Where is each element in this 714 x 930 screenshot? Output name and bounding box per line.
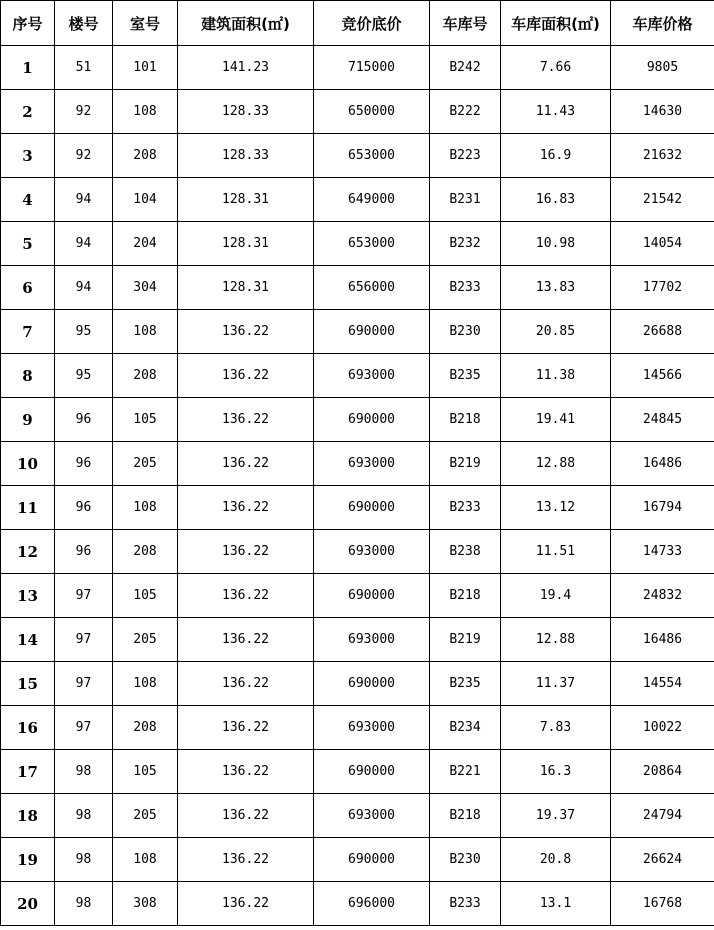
cell-seq: 19 (1, 838, 55, 882)
cell-floor-area: 128.31 (178, 222, 314, 266)
header-reserve-price: 竞价底价 (314, 1, 430, 46)
cell-room: 108 (113, 838, 178, 882)
cell-seq: 4 (1, 178, 55, 222)
cell-garage-no: B233 (430, 266, 501, 310)
cell-garage-no: B219 (430, 442, 501, 486)
cell-building: 96 (55, 486, 113, 530)
cell-building: 97 (55, 618, 113, 662)
cell-seq: 5 (1, 222, 55, 266)
cell-garage-area: 13.12 (501, 486, 611, 530)
cell-room: 108 (113, 662, 178, 706)
header-row (1, 1, 714, 46)
cell-garage-price: 16768 (611, 882, 714, 926)
cell-room: 208 (113, 354, 178, 398)
header-floor-area: 建筑面积(㎡) (178, 1, 314, 46)
cell-room: 105 (113, 398, 178, 442)
cell-garage-area: 19.41 (501, 398, 611, 442)
cell-garage-no: B218 (430, 574, 501, 618)
cell-building: 97 (55, 574, 113, 618)
cell-garage-area: 16.3 (501, 750, 611, 794)
cell-garage-no: B231 (430, 178, 501, 222)
cell-garage-price: 21632 (611, 134, 714, 178)
cell-garage-area: 19.37 (501, 794, 611, 838)
cell-floor-area: 136.22 (178, 398, 314, 442)
cell-seq: 6 (1, 266, 55, 310)
cell-room: 204 (113, 222, 178, 266)
cell-garage-no: B235 (430, 662, 501, 706)
cell-seq: 16 (1, 706, 55, 750)
cell-building: 92 (55, 134, 113, 178)
cell-garage-area: 11.37 (501, 662, 611, 706)
cell-building: 98 (55, 882, 113, 926)
cell-building: 98 (55, 750, 113, 794)
table-row (1, 618, 714, 662)
cell-garage-no: B221 (430, 750, 501, 794)
cell-garage-no: B223 (430, 134, 501, 178)
cell-room: 101 (113, 46, 178, 90)
table-row (1, 442, 714, 486)
cell-garage-no: B230 (430, 838, 501, 882)
cell-garage-price: 24845 (611, 398, 714, 442)
cell-floor-area: 128.31 (178, 266, 314, 310)
cell-garage-price: 24832 (611, 574, 714, 618)
cell-garage-area: 11.51 (501, 530, 611, 574)
table-row (1, 574, 714, 618)
header-room: 室号 (113, 1, 178, 46)
cell-garage-price: 16794 (611, 486, 714, 530)
table-row (1, 530, 714, 574)
cell-garage-area: 20.8 (501, 838, 611, 882)
cell-garage-no: B232 (430, 222, 501, 266)
cell-garage-price: 14554 (611, 662, 714, 706)
cell-reserve-price: 693000 (314, 618, 430, 662)
cell-reserve-price: 650000 (314, 90, 430, 134)
cell-seq: 1 (1, 46, 55, 90)
cell-floor-area: 136.22 (178, 354, 314, 398)
cell-seq: 11 (1, 486, 55, 530)
cell-floor-area: 136.22 (178, 618, 314, 662)
cell-reserve-price: 690000 (314, 310, 430, 354)
cell-garage-price: 14566 (611, 354, 714, 398)
table-row (1, 794, 714, 838)
cell-garage-area: 13.83 (501, 266, 611, 310)
cell-garage-price: 10022 (611, 706, 714, 750)
cell-building: 98 (55, 838, 113, 882)
cell-seq: 18 (1, 794, 55, 838)
cell-seq: 12 (1, 530, 55, 574)
cell-seq: 9 (1, 398, 55, 442)
cell-room: 105 (113, 750, 178, 794)
cell-garage-area: 12.88 (501, 618, 611, 662)
cell-seq: 13 (1, 574, 55, 618)
cell-reserve-price: 690000 (314, 486, 430, 530)
cell-reserve-price: 693000 (314, 354, 430, 398)
cell-garage-price: 20864 (611, 750, 714, 794)
cell-seq: 8 (1, 354, 55, 398)
cell-room: 104 (113, 178, 178, 222)
cell-room: 208 (113, 134, 178, 178)
cell-floor-area: 136.22 (178, 662, 314, 706)
cell-garage-no: B230 (430, 310, 501, 354)
cell-garage-area: 7.83 (501, 706, 611, 750)
cell-reserve-price: 693000 (314, 794, 430, 838)
cell-floor-area: 128.33 (178, 134, 314, 178)
cell-building: 95 (55, 310, 113, 354)
cell-reserve-price: 693000 (314, 706, 430, 750)
cell-reserve-price: 690000 (314, 662, 430, 706)
cell-floor-area: 136.22 (178, 530, 314, 574)
table-row (1, 706, 714, 750)
cell-room: 108 (113, 310, 178, 354)
cell-reserve-price: 693000 (314, 442, 430, 486)
cell-garage-area: 13.1 (501, 882, 611, 926)
table-row (1, 90, 714, 134)
cell-floor-area: 136.22 (178, 442, 314, 486)
table-row (1, 838, 714, 882)
cell-garage-no: B233 (430, 486, 501, 530)
table-header (1, 1, 714, 46)
table-row (1, 882, 714, 926)
cell-garage-no: B234 (430, 706, 501, 750)
cell-floor-area: 136.22 (178, 750, 314, 794)
cell-room: 205 (113, 794, 178, 838)
cell-garage-no: B219 (430, 618, 501, 662)
cell-building: 92 (55, 90, 113, 134)
table-row (1, 222, 714, 266)
cell-garage-no: B238 (430, 530, 501, 574)
cell-garage-area: 19.4 (501, 574, 611, 618)
cell-garage-price: 17702 (611, 266, 714, 310)
cell-seq: 20 (1, 882, 55, 926)
cell-building: 97 (55, 662, 113, 706)
cell-reserve-price: 653000 (314, 222, 430, 266)
cell-floor-area: 136.22 (178, 486, 314, 530)
cell-garage-area: 12.88 (501, 442, 611, 486)
cell-reserve-price: 649000 (314, 178, 430, 222)
cell-reserve-price: 690000 (314, 838, 430, 882)
cell-room: 105 (113, 574, 178, 618)
header-garage-area: 车库面积(㎡) (501, 1, 611, 46)
cell-room: 205 (113, 442, 178, 486)
cell-floor-area: 128.33 (178, 90, 314, 134)
cell-garage-price: 14733 (611, 530, 714, 574)
cell-seq: 17 (1, 750, 55, 794)
cell-building: 98 (55, 794, 113, 838)
cell-garage-area: 11.38 (501, 354, 611, 398)
table-row (1, 46, 714, 90)
cell-room: 108 (113, 90, 178, 134)
cell-garage-price: 14054 (611, 222, 714, 266)
cell-floor-area: 136.22 (178, 310, 314, 354)
cell-garage-price: 9805 (611, 46, 714, 90)
cell-garage-area: 16.83 (501, 178, 611, 222)
cell-reserve-price: 653000 (314, 134, 430, 178)
cell-building: 96 (55, 442, 113, 486)
cell-room: 304 (113, 266, 178, 310)
cell-garage-area: 10.98 (501, 222, 611, 266)
cell-garage-price: 14630 (611, 90, 714, 134)
table-row (1, 266, 714, 310)
cell-garage-area: 20.85 (501, 310, 611, 354)
cell-floor-area: 136.22 (178, 574, 314, 618)
cell-seq: 3 (1, 134, 55, 178)
cell-seq: 7 (1, 310, 55, 354)
cell-floor-area: 136.22 (178, 838, 314, 882)
cell-garage-no: B218 (430, 398, 501, 442)
cell-floor-area: 136.22 (178, 882, 314, 926)
cell-floor-area: 128.31 (178, 178, 314, 222)
cell-reserve-price: 693000 (314, 530, 430, 574)
cell-garage-area: 11.43 (501, 90, 611, 134)
cell-room: 205 (113, 618, 178, 662)
table-row (1, 354, 714, 398)
cell-building: 96 (55, 398, 113, 442)
cell-reserve-price: 715000 (314, 46, 430, 90)
cell-seq: 2 (1, 90, 55, 134)
cell-garage-price: 26624 (611, 838, 714, 882)
header-seq: 序号 (1, 1, 55, 46)
cell-reserve-price: 696000 (314, 882, 430, 926)
cell-garage-no: B222 (430, 90, 501, 134)
cell-building: 94 (55, 266, 113, 310)
cell-floor-area: 141.23 (178, 46, 314, 90)
cell-seq: 14 (1, 618, 55, 662)
cell-garage-price: 16486 (611, 442, 714, 486)
cell-building: 95 (55, 354, 113, 398)
cell-garage-area: 16.9 (501, 134, 611, 178)
table-row (1, 486, 714, 530)
cell-seq: 10 (1, 442, 55, 486)
cell-garage-no: B242 (430, 46, 501, 90)
cell-building: 96 (55, 530, 113, 574)
cell-building: 94 (55, 178, 113, 222)
cell-garage-no: B235 (430, 354, 501, 398)
cell-building: 51 (55, 46, 113, 90)
header-garage-no: 车库号 (430, 1, 501, 46)
cell-room: 308 (113, 882, 178, 926)
table-body (1, 46, 714, 926)
cell-reserve-price: 690000 (314, 574, 430, 618)
cell-garage-price: 16486 (611, 618, 714, 662)
table-row (1, 134, 714, 178)
cell-reserve-price: 690000 (314, 750, 430, 794)
cell-room: 208 (113, 706, 178, 750)
header-garage-price: 车库价格 (611, 1, 714, 46)
cell-garage-area: 7.66 (501, 46, 611, 90)
table-row (1, 662, 714, 706)
cell-building: 94 (55, 222, 113, 266)
cell-room: 208 (113, 530, 178, 574)
cell-room: 108 (113, 486, 178, 530)
table-row (1, 310, 714, 354)
header-building: 楼号 (55, 1, 113, 46)
cell-floor-area: 136.22 (178, 794, 314, 838)
cell-floor-area: 136.22 (178, 706, 314, 750)
table-row (1, 178, 714, 222)
table-row (1, 398, 714, 442)
cell-building: 97 (55, 706, 113, 750)
cell-garage-no: B218 (430, 794, 501, 838)
cell-reserve-price: 656000 (314, 266, 430, 310)
cell-garage-no: B233 (430, 882, 501, 926)
cell-garage-price: 26688 (611, 310, 714, 354)
cell-garage-price: 21542 (611, 178, 714, 222)
table-row (1, 750, 714, 794)
cell-reserve-price: 690000 (314, 398, 430, 442)
cell-seq: 15 (1, 662, 55, 706)
cell-garage-price: 24794 (611, 794, 714, 838)
